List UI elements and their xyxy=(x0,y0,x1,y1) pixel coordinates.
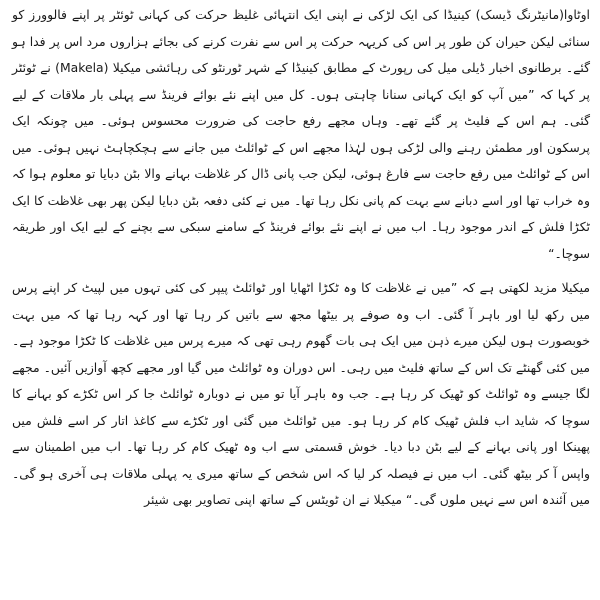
article-paragraph-1: اوٹاوا(مانیٹرنگ ڈیسک) کینیڈا کی ایک لڑکی نے اپنی ایک انتہائی غلیظ حرکت کی کہانی ٹوئٹر پر اپنے فالوورز کو سنائی لیکن حیران کن طور پر اس کی کریہہ حرکت پر اس سے نفرت کرنے کی بجائے ہزاروں مرد اس پر فدا ہو گئے۔ برطانوی اخبار ڈیلی میل کی رپورٹ کے مطابق کینیڈا کے شہر ٹورنٹو کی رہائشی میکیلا (Makela) نے ٹوئٹر پر کہا کہ ”میں آپ کو ایک کہانی سنانا چاہتی ہوں۔ کل میں اپنے نئے بوائے فرینڈ سے پہلی بار ملاقات کے لیے گئی۔ ہم اس کے فلیٹ پر گئے تھے۔ وہاں مجھے رفع حاجت کی ضرورت محسوس ہوئی۔ میں چونکہ ایک پرسکون اور مطمئن رہنے والی لڑکی ہوں لہٰذا مجھے اس کے ٹوائلٹ میں جانے سے ہچکچاہٹ نہیں ہوئی۔ میں اس کے ٹوائلٹ میں رفع حاجت سے فارغ ہوئی، لیکن جب پانی ڈال کر غلاظت بہانے والا بٹن دبایا تو معلوم ہوا کہ وہ خراب تھا اور اسے دبانے سے بہت کم پانی نکل رہا تھا۔ میں نے کئی دفعہ بٹن دبایا لیکن پھر بھی غلاظت کا ایک ٹکڑا فلش کے اندر موجود رہا۔ اب میں نے اپنے نئے بوائے فرینڈ کے سامنے سبکی سے بچنے کے لیے ایک اور طریقہ سوچا۔“ xyxy=(12,7,590,261)
article-paragraph-2: میکیلا مزید لکھتی ہے کہ ”میں نے غلاظت کا وہ ٹکڑا اٹھایا اور ٹوائلٹ پیپر کی کئی تہوں میں لپیٹ کر اپنے پرس میں رکھ لیا اور باہر آ گئی۔ اب وہ صوفے پر بیٹھا مجھ سے باتیں کر رہا تھا اور کہہ رہا تھا کہ میں بہت خوبصورت ہوں لیکن میرے ذہن میں ایک ہی بات گھوم رہی تھی کہ میرے پرس میں غلاظت کا ٹکڑا موجود ہے۔ میں کئی گھنٹے تک اس کے ساتھ فلیٹ میں رہی۔ اس دوران وہ ٹوائلٹ میں گیا اور مجھے کچھ آوازیں آئیں۔ مجھے لگا جیسے وہ ٹوائلٹ کو ٹھیک کر رہا ہے۔ جب وہ باہر آیا تو میں نے دوبارہ ٹوائلٹ جا کر اس ٹکڑے کو بہانے کا سوچا کہ شاید اب فلش ٹھیک کام کر رہا ہو۔ میں ٹوائلٹ میں گئی اور ٹکڑے سے کاغذ اتار کر اسے فلش میں پھینکا اور پانی بہانے کے لیے بٹن دبا دیا۔ خوش قسمتی سے اب وہ ٹھیک کام کر رہا تھا۔ اب میں اطمینان سے واپس آ کر بیٹھ گئی۔ اب میں نے فیصلہ کر لیا کہ اس شخص کے ساتھ میری یہ پہلی ملاقات ہی آخری ہو گی۔ میں آئندہ اس سے نہیں ملوں گی۔“ میکیلا نے ان ٹویٹس کے ساتھ اپنی تصاویر بھی شیئر xyxy=(12,280,590,507)
